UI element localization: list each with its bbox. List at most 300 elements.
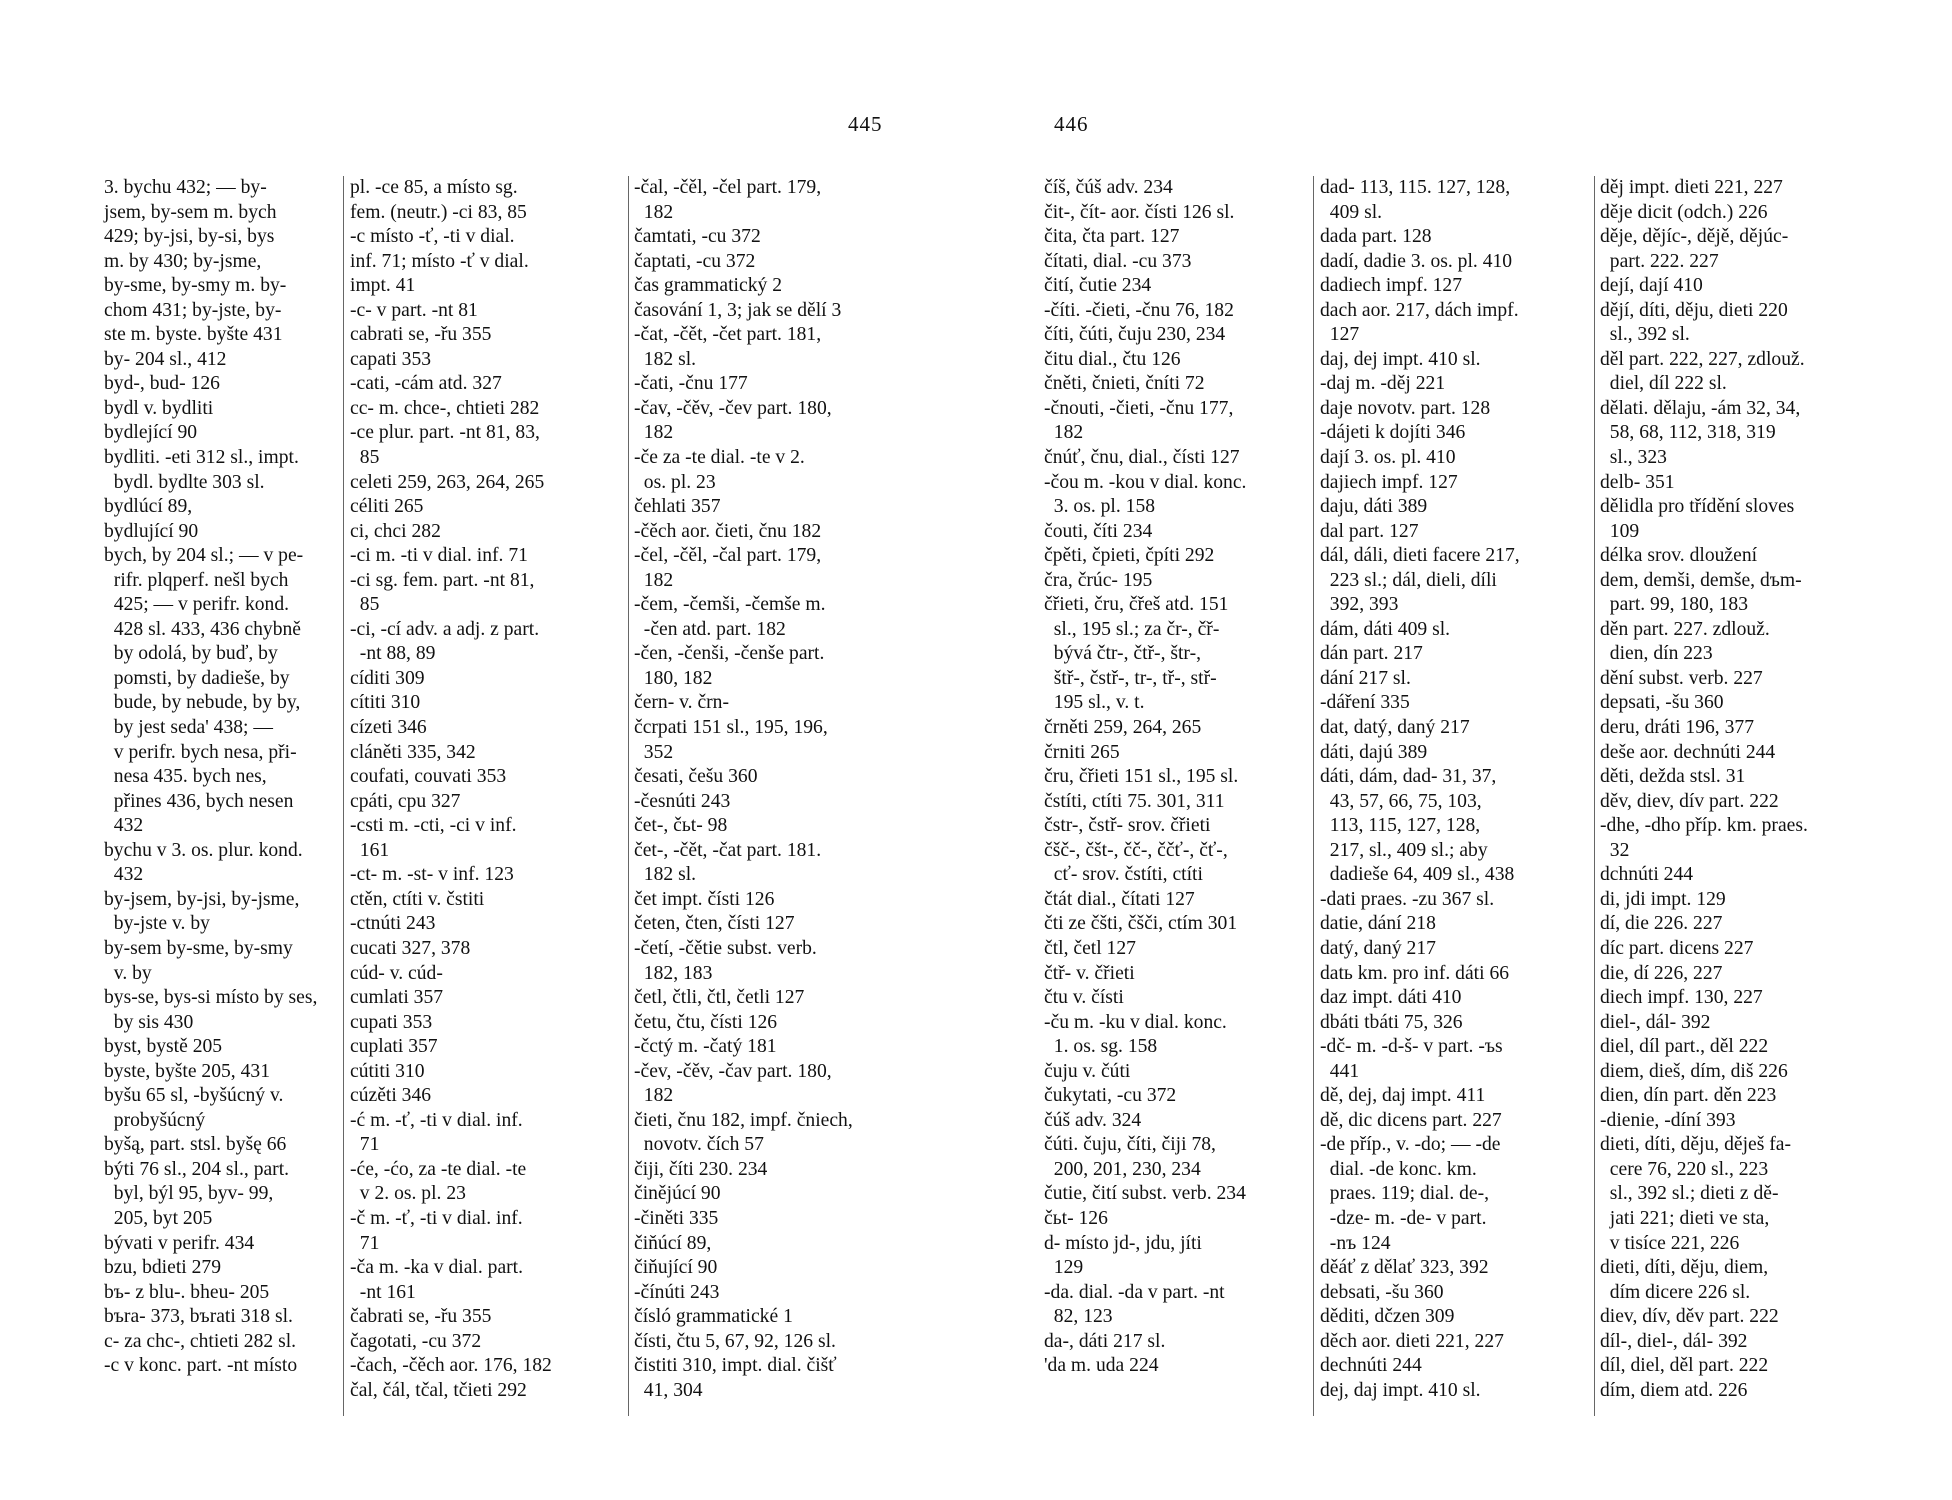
index-line: daju, dáti 389 [1320, 496, 1428, 518]
index-line: čieti, čnu 182, impf. čniech, [634, 1109, 853, 1131]
index-line: děje, dějíc-, dějě, dějúc- [1600, 226, 1789, 248]
index-line: bydlející 90 [104, 422, 198, 444]
index-line: díc part. dicens 227 [1600, 937, 1754, 959]
index-line: 428 sl. 433, 436 chybně [104, 618, 302, 640]
index-line: -c v konc. part. -nt místo [104, 1355, 298, 1377]
index-line: číš, čúš adv. 234 [1044, 177, 1173, 198]
index-line: -číti. -čieti, -čnu 76, 182 [1044, 299, 1234, 321]
index-line: 129 [1044, 1257, 1084, 1279]
index-line: čet-, -čět, -čat part. 181. [634, 839, 822, 861]
index-line: čstíti, ctíti 75. 301, 311 [1044, 790, 1225, 812]
index-line: 182 sl. [634, 348, 697, 370]
index-line: by-jsem, by-jsi, by-jsme, [104, 888, 300, 910]
index-line: čru, čřieti 151 sl., 195 sl. [1044, 766, 1239, 788]
index-line: četu, čtu, čísti 126 [634, 1011, 778, 1033]
index-line: čet impt. čísti 126 [634, 888, 775, 910]
index-line: délka srov. dloužení [1600, 545, 1758, 567]
index-line: 85 [350, 447, 380, 469]
index-line: cúzěti 346 [350, 1085, 432, 1107]
index-line: cuplati 357 [350, 1036, 438, 1058]
index-line: diel-, dál- 392 [1600, 1011, 1711, 1033]
index-line: daj, dej impt. 410 sl. [1320, 348, 1481, 370]
index-line: -ctnúti 243 [350, 913, 436, 935]
index-line: die, dí 226, 227 [1600, 962, 1723, 984]
index-line: čtát dial., čítati 127 [1044, 888, 1195, 910]
index-line: 58, 68, 112, 318, 319 [1600, 422, 1776, 444]
index-line: 441 [1320, 1060, 1360, 1082]
index-line: cláněti 335, 342 [350, 741, 476, 763]
index-line: čern- v. črn- [634, 692, 730, 714]
index-line: v tisíce 221, 226 [1600, 1232, 1740, 1254]
index-line: -ć m. -ť, -ti v dial. inf. [350, 1109, 523, 1131]
index-line: bydl v. bydliti [104, 397, 214, 419]
index-line: byste, byšte 205, 431 [104, 1060, 270, 1082]
column-2 [350, 176, 552, 1403]
index-line: čítati, dial. -cu 373 [1044, 250, 1192, 272]
index-line: byšu 65 sl, -byšúcný v. [104, 1085, 284, 1107]
index-line: čstr-, čstř- srov. čřieti [1044, 815, 1211, 837]
index-line: daz impt. dáti 410 [1320, 987, 1462, 1009]
index-line: -če za -te dial. -te v 2. [634, 447, 805, 469]
index-line: čúti. čuju, číti, čiji 78, [1044, 1134, 1216, 1156]
index-line: dada part. 128 [1320, 226, 1432, 248]
index-line: cúd- v. cúd- [350, 962, 443, 984]
index-line: bude, by nebude, by by, [104, 692, 301, 714]
index-line: čaptati, -cu 372 [634, 250, 756, 272]
index-line: diev, dív, děv part. 222 [1600, 1306, 1779, 1328]
index-line: probyšúcný [104, 1109, 206, 1131]
index-line: depsati, -šu 360 [1600, 692, 1724, 714]
index-line: jsem, by-sem m. bych [104, 201, 277, 223]
index-line: by jest seda' 438; — [104, 717, 273, 739]
index-line: diem, dieš, dím, diš 226 [1600, 1060, 1788, 1082]
column-rule [343, 176, 344, 1416]
index-line: bych, by 204 sl.; — v pe- [104, 545, 304, 567]
index-line: dchnúti 244 [1600, 864, 1694, 886]
column-rule [1313, 176, 1314, 1416]
index-line: dí, die 226. 227 [1600, 913, 1723, 935]
index-line: ctěn, ctíti v. čstiti [350, 888, 485, 910]
index-line: 41, 304 [634, 1379, 703, 1401]
index-line: děditi, dčzen 309 [1320, 1306, 1455, 1328]
index-line: praes. 119; dial. de-, [1320, 1183, 1490, 1205]
index-line: 182 [634, 1085, 674, 1107]
index-line: by sis 430 [104, 1011, 194, 1033]
index-line: bydlující 90 [104, 520, 199, 542]
index-line: by-jste v. by [104, 913, 210, 935]
index-line: -daj m. -děj 221 [1320, 373, 1446, 395]
index-line: -c místo -ť, -ti v dial. [350, 226, 515, 248]
index-line: děn part. 227. zdlouž. [1600, 618, 1770, 640]
index-line: -dhe, -dho příp. km. praes. [1600, 815, 1808, 837]
index-line: číti, čúti, čuju 230, 234 [1044, 324, 1226, 346]
index-line: -čínúti 243 [634, 1281, 720, 1303]
index-line: datie, dání 218 [1320, 913, 1436, 935]
index-line: děáť z dělať 323, 392 [1320, 1257, 1489, 1279]
index-line: by-sme, by-smy m. by- [104, 275, 287, 297]
index-line: -č m. -ť, -ti v dial. inf. [350, 1207, 523, 1229]
index-line: činějúcí 90 [634, 1183, 721, 1205]
index-line: -čen, -čenši, -čenše part. [634, 643, 825, 665]
index-line: di, jdi impt. 129 [1600, 888, 1726, 910]
index-line: 182, 183 [634, 962, 713, 984]
index-line: četen, čten, čísti 127 [634, 913, 795, 935]
index-line: cpáti, cpu 327 [350, 790, 461, 812]
index-line: děch aor. dieti 221, 227 [1320, 1330, 1504, 1352]
index-line: os. pl. 23 [634, 471, 716, 493]
index-line: v. by [104, 962, 152, 984]
index-line: čti ze čšti, čšči, ctím 301 [1044, 913, 1238, 935]
index-line: časování 1, 3; jak se dělí 3 [634, 299, 842, 321]
index-line: cabrati se, -řu 355 [350, 324, 492, 346]
index-line: -činěti 335 [634, 1207, 719, 1229]
index-line: dadieše 64, 409 sl., 438 [1320, 864, 1515, 886]
index-line: cc- m. chce-, chtieti 282 [350, 397, 540, 419]
index-line: chom 431; by-jste, by- [104, 299, 282, 321]
column-3 [634, 176, 853, 1403]
index-line: pl. -ce 85, a místo sg. [350, 177, 518, 198]
index-line: 429; by-jsi, by-si, bys [104, 226, 275, 248]
index-line: díl, diel, děl part. 222 [1600, 1355, 1769, 1377]
index-line: sl., 392 sl. [1600, 324, 1690, 346]
index-line: sl., 195 sl.; za čr-, čř- [1044, 618, 1220, 640]
index-line: bydl. bydlte 303 sl. [104, 471, 265, 493]
index-line: dien, dín 223 [1600, 643, 1713, 665]
index-line: byst, bystě 205 [104, 1036, 223, 1058]
index-line: cíditi 309 [350, 667, 425, 689]
index-line: deru, dráti 196, 377 [1600, 717, 1754, 739]
index-line: dach aor. 217, dách impf. [1320, 299, 1519, 321]
index-line: -ct- m. -st- v inf. 123 [350, 864, 514, 886]
index-line: delb- 351 [1600, 471, 1675, 493]
index-line: čřieti, čru, čřeš atd. 151 [1044, 594, 1229, 616]
index-line: v perifr. bych nesa, při- [104, 741, 297, 763]
index-line: dělidla pro třídění sloves [1600, 496, 1795, 518]
index-line: 3. bychu 432; — by- [104, 177, 267, 198]
index-line: dej, daj impt. 410 sl. [1320, 1379, 1481, 1401]
index-line: čit-, čít- aor. čísti 126 sl. [1044, 201, 1235, 223]
index-line: bъ- z blu-. bheu- 205 [104, 1281, 270, 1303]
index-line: 71 [350, 1232, 380, 1254]
index-line: -čel, -čěl, -čal part. 179, [634, 545, 822, 567]
index-line: sl., 392 sl.; dieti z dě- [1600, 1183, 1779, 1205]
index-line: -čnouti, -čieti, -čnu 177, [1044, 397, 1234, 419]
index-line: -čev, -čěv, -čav part. 180, [634, 1060, 832, 1082]
index-line: čabrati se, -řu 355 [350, 1306, 492, 1328]
index-line: 127 [1320, 324, 1360, 346]
index-line: dě, dej, daj impt. 411 [1320, 1085, 1486, 1107]
index-line: bychu v 3. os. plur. kond. [104, 839, 303, 861]
index-line: cítiti 310 [350, 692, 421, 714]
index-line: dáti, dám, dad- 31, 37, [1320, 766, 1497, 788]
index-line: bývati v perifr. 434 [104, 1232, 255, 1254]
index-line: by- 204 sl., 412 [104, 348, 227, 370]
index-line: čísti, čtu 5, 67, 92, 126 sl. [634, 1330, 836, 1352]
index-line: by odolá, by buď, by [104, 643, 278, 665]
index-line: dien, dín part. děn 223 [1600, 1085, 1777, 1107]
index-line: -čach, -čěch aor. 176, 182 [350, 1355, 552, 1377]
index-line: -česnúti 243 [634, 790, 731, 812]
index-line: -čav, -čěv, -čev part. 180, [634, 397, 832, 419]
index-line: sl., 323 [1600, 447, 1667, 469]
index-line: diel, díl 222 sl. [1600, 373, 1727, 395]
index-line: fem. (neutr.) -ci 83, 85 [350, 201, 527, 223]
index-line: -čal, -čěl, -čel part. 179, [634, 177, 822, 198]
index-line: bys-se, bys-si místo by ses, [104, 987, 318, 1009]
index-line: nesa 435. bych nes, [104, 766, 267, 788]
index-line: novotv. čích 57 [634, 1134, 764, 1156]
index-line: četl, čtli, čtl, četli 127 [634, 987, 805, 1009]
index-line: diech impf. 130, 227 [1600, 987, 1763, 1009]
index-line: přines 436, bych nesen [104, 790, 294, 812]
index-line: 32 [1600, 839, 1630, 861]
index-line: ci, chci 282 [350, 520, 441, 542]
index-line: čtl, četl 127 [1044, 937, 1136, 959]
index-line: cumlati 357 [350, 987, 444, 1009]
index-line: čas grammatický 2 [634, 275, 782, 297]
index-line: čagotati, -cu 372 [350, 1330, 482, 1352]
index-line: dají 3. os. pl. 410 [1320, 447, 1456, 469]
index-line: čtř- v. čřieti [1044, 962, 1135, 984]
index-line: 43, 57, 66, 75, 103, [1320, 790, 1482, 812]
index-line: 205, byt 205 [104, 1207, 213, 1229]
index-line: dieti, díti, děju, diem, [1600, 1257, 1769, 1279]
index-line: děti, dežda stsl. 31 [1600, 766, 1746, 788]
index-line: cucati 327, 378 [350, 937, 471, 959]
index-line: -dze- m. -de- v part. [1320, 1207, 1487, 1229]
column-5 [1320, 176, 1520, 1403]
index-line: 425; — v perifr. kond. [104, 594, 290, 616]
index-line: datý, daný 217 [1320, 937, 1436, 959]
index-line: bývá čtr-, čtř-, štr-, [1044, 643, 1201, 665]
index-line: byšą, part. stsl. byšę 66 [104, 1134, 287, 1156]
index-line: -čen atd. part. 182 [634, 618, 786, 640]
column-rule [1594, 176, 1595, 1416]
index-line: dal part. 127 [1320, 520, 1419, 542]
index-line: -dati praes. -zu 367 sl. [1320, 888, 1495, 910]
index-line: děl part. 222, 227, zdlouž. [1600, 348, 1805, 370]
index-line: 161 [350, 839, 390, 861]
index-line: dání 217 sl. [1320, 667, 1411, 689]
index-line: dělati. dělaju, -ám 32, 34, [1600, 397, 1801, 419]
index-line: impt. 41 [350, 275, 416, 297]
index-line: čněti, čnieti, čníti 72 [1044, 373, 1205, 395]
index-line: čukytati, -cu 372 [1044, 1085, 1177, 1107]
index-line: -čem, -čemši, -čemše m. [634, 594, 826, 616]
index-line: čouti, číti 234 [1044, 520, 1153, 542]
index-line: dějí, díti, děju, dieti 220 [1600, 299, 1788, 321]
index-line: ste m. byste. byšte 431 [104, 324, 283, 346]
index-line: býti 76 sl., 204 sl., part. [104, 1158, 290, 1180]
index-line: -ce plur. part. -nt 81, 83, [350, 422, 540, 444]
index-line: 'da m. uda 224 [1044, 1355, 1159, 1377]
index-line: -ci, -cí adv. a adj. z part. [350, 618, 540, 640]
index-line: čamtati, -cu 372 [634, 226, 761, 248]
index-line: 200, 201, 230, 234 [1044, 1158, 1201, 1180]
index-line: dán part. 217 [1320, 643, 1423, 665]
index-line: dad- 113, 115. 127, 128, [1320, 177, 1511, 198]
index-line: dám, dáti 409 sl. [1320, 618, 1451, 640]
index-line: 3. os. pl. 158 [1044, 496, 1156, 518]
index-line: debsati, -šu 360 [1320, 1281, 1444, 1303]
index-line: cere 76, 220 sl., 223 [1600, 1158, 1769, 1180]
index-line: 432 [104, 815, 144, 837]
index-line: datь km. pro inf. dáti 66 [1320, 962, 1510, 984]
index-line: rifr. plqperf. nešl bych [104, 569, 289, 591]
index-line: dáti, dajú 389 [1320, 741, 1428, 763]
index-line: štř-, čstř-, tr-, tř-, stř- [1044, 667, 1217, 689]
index-line: bъra- 373, bъrati 318 sl. [104, 1306, 293, 1328]
index-line: 182 [634, 569, 674, 591]
index-line: čuju v. čúti [1044, 1060, 1131, 1082]
index-line: čiňúcí 89, [634, 1232, 712, 1254]
index-line: 223 sl.; dál, dieli, díli [1320, 569, 1497, 591]
index-line: 392, 393 [1320, 594, 1399, 616]
index-line: dajiech impf. 127 [1320, 471, 1458, 493]
index-line: dím, diem atd. 226 [1600, 1379, 1748, 1401]
index-line: čcrpati 151 sl., 195, 196, [634, 717, 828, 739]
index-line: čtu v. čísti [1044, 987, 1124, 1009]
index-line: dechnúti 244 [1320, 1355, 1422, 1377]
index-line: -čati, -čnu 177 [634, 373, 748, 395]
index-line: děj impt. dieti 221, 227 [1600, 177, 1783, 198]
index-line: -ča m. -ka v dial. part. [350, 1257, 524, 1279]
index-line: -cati, -cám atd. 327 [350, 373, 502, 395]
index-line: dadí, dadie 3. os. pl. 410 [1320, 250, 1513, 272]
index-line: by-sem by-sme, by-smy [104, 937, 293, 959]
index-line: 182 [634, 201, 674, 223]
index-line: čehlati 357 [634, 496, 721, 518]
index-line: čistiti 310, impt. dial. čišť [634, 1355, 837, 1377]
index-line: čita, čta part. 127 [1044, 226, 1180, 248]
index-line: čitu dial., čtu 126 [1044, 348, 1181, 370]
index-line: dě, dic dicens part. 227 [1320, 1109, 1502, 1131]
index-line: dat, datý, daný 217 [1320, 717, 1470, 739]
index-line: dím dicere 226 sl. [1600, 1281, 1751, 1303]
index-line: 217, sl., 409 sl.; aby [1320, 839, 1488, 861]
index-line: -c- v part. -nt 81 [350, 299, 478, 321]
index-line: deše aor. dechnúti 244 [1600, 741, 1776, 763]
index-line: 195 sl., v. t. [1044, 692, 1145, 714]
index-line: dieti, díti, děju, děješ fa- [1600, 1134, 1791, 1156]
index-line: byd-, bud- 126 [104, 373, 220, 395]
index-line: cútiti 310 [350, 1060, 425, 1082]
index-line: inf. 71; místo -ť v dial. [350, 250, 529, 272]
index-line: m. by 430; by-jsme, [104, 250, 262, 272]
index-line: c- za chc-, chtieti 282 sl. [104, 1330, 297, 1352]
index-line: 113, 115, 127, 128, [1320, 815, 1481, 837]
index-line: -dienie, -díní 393 [1600, 1109, 1736, 1131]
index-line: 182 [634, 422, 674, 444]
index-line: čiji, číti 230. 234 [634, 1158, 768, 1180]
index-line: 1. os. sg. 158 [1044, 1036, 1158, 1058]
index-line: cupati 353 [350, 1011, 433, 1033]
index-line: 182 sl. [634, 864, 697, 886]
index-line: -da. dial. -da v part. -nt [1044, 1281, 1225, 1303]
index-line: 409 sl. [1320, 201, 1383, 223]
index-line: -dájeti k dojíti 346 [1320, 422, 1466, 444]
index-line: celeti 259, 263, 264, 265 [350, 471, 545, 493]
index-line: -ci sg. fem. part. -nt 81, [350, 569, 535, 591]
column-4 [1044, 176, 1246, 1379]
index-line: čúš adv. 324 [1044, 1109, 1142, 1131]
index-line: d- místo jd-, jdu, jíti [1044, 1232, 1202, 1254]
column-6 [1600, 176, 1808, 1403]
index-line: čšč-, čšt-, čč-, ččť-, čť-, [1044, 839, 1228, 861]
index-line: capati 353 [350, 348, 432, 370]
index-line: part. 99, 180, 183 [1600, 594, 1749, 616]
index-line: bzu, bdieti 279 [104, 1257, 221, 1279]
index-line: -de příp., v. -do; — -de [1320, 1134, 1501, 1156]
index-line: -nъ 124 [1320, 1232, 1391, 1254]
index-line: -nt 88, 89 [350, 643, 436, 665]
index-line: dál, dáli, dieti facere 217, [1320, 545, 1520, 567]
index-line: črněti 259, 264, 265 [1044, 717, 1202, 739]
index-line: diel, díl part., děl 222 [1600, 1036, 1769, 1058]
page-number-left: 445 [848, 112, 883, 136]
index-line: -ču m. -ku v dial. konc. [1044, 1011, 1227, 1033]
index-line: daje novotv. part. 128 [1320, 397, 1491, 419]
page-number-right: 446 [1054, 112, 1089, 136]
index-line: -će, -ćo, za -te dial. -te [350, 1158, 527, 1180]
index-line: čpěti, čpieti, čpíti 292 [1044, 545, 1215, 567]
index-line: děv, diev, dív part. 222 [1600, 790, 1779, 812]
index-line: v 2. os. pl. 23 [350, 1183, 466, 1205]
index-line: -dč- m. -d-š- v part. -ъs [1320, 1036, 1503, 1058]
index-line: bydlúcí 89, [104, 496, 193, 518]
index-line: čьt- 126 [1044, 1207, 1108, 1229]
index-line: -dáření 335 [1320, 692, 1410, 714]
index-line: dění subst. verb. 227 [1600, 667, 1763, 689]
index-line: -čctý m. -čatý 181 [634, 1036, 777, 1058]
index-line: 82, 123 [1044, 1306, 1113, 1328]
index-line: 352 [634, 741, 674, 763]
index-line: čet-, čьt- 98 [634, 815, 728, 837]
index-line: part. 222. 227 [1600, 250, 1719, 272]
index-line: -csti m. -cti, -ci v inf. [350, 815, 517, 837]
index-line: -nt 161 [350, 1281, 416, 1303]
index-line: pomsti, by dadieše, by [104, 667, 290, 689]
index-line: dial. -de konc. km. [1320, 1158, 1477, 1180]
index-line: byl, býl 95, byv- 99, [104, 1183, 274, 1205]
index-line: dbáti tbáti 75, 326 [1320, 1011, 1463, 1033]
index-line: črniti 265 [1044, 741, 1120, 763]
index-line: 109 [1600, 520, 1640, 542]
column-1 [104, 176, 317, 1379]
index-line: díl-, diel-, dál- 392 [1600, 1330, 1748, 1352]
index-line: čití, čutie 234 [1044, 275, 1152, 297]
index-line: jati 221; dieti ve sta, [1600, 1207, 1770, 1229]
index-line: děje dicit (odch.) 226 [1600, 201, 1768, 223]
index-line: 432 [104, 864, 144, 886]
index-line: čiňující 90 [634, 1257, 718, 1279]
index-line: cť- srov. čstíti, ctíti [1044, 864, 1203, 886]
index-line: čnúť, čnu, dial., čísti 127 [1044, 447, 1240, 469]
index-line: čutie, čití subst. verb. 234 [1044, 1183, 1246, 1205]
index-line: čísló grammatické 1 [634, 1306, 793, 1328]
index-line: -čat, -čět, -čet part. 181, [634, 324, 822, 346]
index-line: cízeti 346 [350, 717, 427, 739]
index-line: 85 [350, 594, 380, 616]
index-line: da-, dáti 217 sl. [1044, 1330, 1166, 1352]
index-line: dejí, dají 410 [1600, 275, 1703, 297]
index-line: -četí, -čětie subst. verb. [634, 937, 817, 959]
index-line: céliti 265 [350, 496, 424, 518]
index-line: čal, čál, tčal, tčieti 292 [350, 1379, 527, 1401]
index-line: 180, 182 [634, 667, 713, 689]
index-line: -čou m. -kou v dial. konc. [1044, 471, 1247, 493]
index-line: dem, demši, demše, dъm- [1600, 569, 1802, 591]
